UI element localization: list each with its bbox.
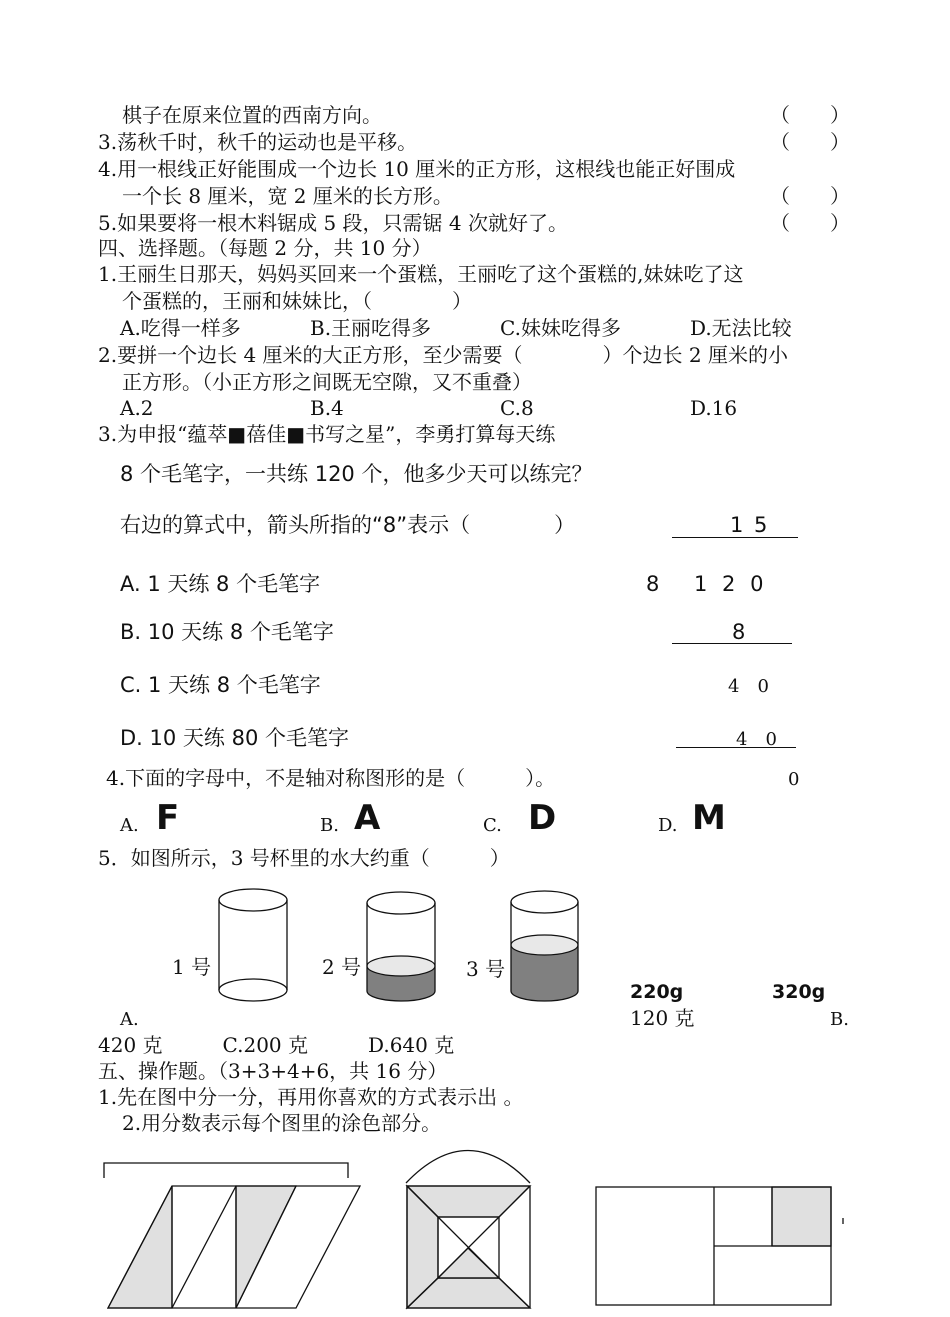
judge-q4-line1: 4.用一根线正好能围成一个边长 10 厘米的正方形，这根线也能正好围成 [98, 157, 736, 181]
answer-paren: （ ） [770, 184, 850, 208]
choice-q2-option-d: D.16 [690, 396, 738, 420]
answer-paren: （ ） [770, 130, 850, 154]
division-subtract-line [676, 747, 796, 748]
cup-3 [511, 891, 578, 1001]
letter-option-a-label: A. [120, 815, 139, 836]
choice-q2-option-c: C.8 [500, 396, 534, 420]
choice-q4: 4.下面的字母中，不是轴对称图形的是（ ）。 [106, 766, 556, 790]
q5-option-value: 120 克 [630, 1006, 695, 1030]
answer-paren: （ ） [770, 103, 850, 127]
choice-q3-option-a: A. 1 天练 8 个毛笔字 [120, 572, 321, 596]
nested-square-figure [406, 1151, 530, 1309]
letter-option-c-label: C. [483, 815, 502, 836]
letter-option-a: F [156, 798, 180, 838]
choice-q2-option-b: B.4 [310, 396, 344, 420]
judge-q5: 5.如果要将一根木料锯成 5 段，只需锯 4 次就好了。 [98, 211, 568, 235]
operate-q1: 1.先在图中分一分，再用你喜欢的方式表示出 。 [98, 1085, 524, 1109]
answer-paren: （ ） [770, 211, 850, 235]
choice-q1-option-c: C.妹妹吃得多 [500, 316, 621, 340]
letter-option-c: D [528, 798, 557, 838]
parallelogram-figure [104, 1163, 360, 1308]
letter-option-b: A [354, 798, 381, 838]
q5-option-a-label: A. [120, 1009, 139, 1030]
choice-q1-option-b: B.王丽吃得多 [310, 316, 432, 340]
choice-q3-option-b: B. 10 天练 8 个毛笔字 [120, 620, 334, 644]
choice-q3-line2: 8 个毛笔字，一共练 120 个，他多少天可以练完？ [120, 462, 593, 486]
division-subtract-line [672, 643, 792, 644]
choice-q3-line3: 右边的算式中，箭头所指的“8”表示（ ） [120, 513, 576, 537]
operate-q2: 2.用分数表示每个图里的涂色部分。 [122, 1111, 442, 1135]
choice-q2-line1: 2.要拼一个边长 4 厘米的大正方形，至少需要（ ）个边长 2 厘米的小 [98, 343, 788, 367]
choice-q5: 5．如图所示，3 号杯里的水大约重（ ） [98, 846, 510, 870]
division-divisor: 8 [646, 572, 660, 596]
q5-options-line2: 420 克 C.200 克 D.640 克 [98, 1033, 455, 1057]
division-quotient: 1 5 [730, 513, 770, 537]
division-bar [672, 537, 798, 538]
judge-q2-continuation: 棋子在原来位置的西南方向。 [122, 103, 382, 127]
division-step3: 4 0 [736, 729, 777, 750]
choice-q1-option-a: A.吃得一样多 [120, 316, 241, 340]
judge-q3: 3.荡秋千时，秋千的运动也是平移。 [98, 130, 418, 154]
choice-q3-line1: 3.为申报“蕴萃■蓓佳■书写之星”，李勇打算每天练 [98, 422, 556, 446]
choice-q1-line1: 1.王丽生日那天，妈妈买回来一个蛋糕，王丽吃了这个蛋糕的,妹妹吃了这 [98, 262, 744, 286]
choice-q1-line2: 个蛋糕的，王丽和妹妹比，（ ） [122, 289, 472, 313]
letter-option-d: M [692, 798, 726, 838]
cup-2-label: 2 号 [322, 955, 362, 979]
cup-1-label: 1 号 [172, 955, 212, 979]
choice-q2-line2: 正方形。（小正方形之间既无空隙，又不重叠） [122, 370, 532, 394]
division-step2: 4 0 [728, 676, 769, 697]
division-remainder: 0 [788, 769, 800, 790]
q5-option-b-label: B. [830, 1009, 849, 1030]
cup-2 [367, 892, 435, 1001]
division-dividend: 1 2 0 [694, 572, 768, 596]
division-step1: 8 [732, 620, 746, 644]
letter-option-b-label: B. [320, 815, 339, 836]
choice-q3-option-d: D. 10 天练 80 个毛笔字 [120, 726, 349, 750]
cup-1 [219, 889, 287, 1001]
weight-label-320: 320g [772, 981, 826, 1003]
section4-title: 四、选择题。（每题 2 分，共 10 分） [98, 236, 432, 260]
judge-q4-line2: 一个长 8 厘米，宽 2 厘米的长方形。 [122, 184, 453, 208]
weight-label-220: 220g [630, 981, 684, 1003]
choice-q2-option-a: A.2 [120, 396, 154, 420]
cup-3-label: 3 号 [466, 957, 506, 981]
rectangle-figure [596, 1187, 843, 1305]
section5-title: 五、操作题。（3+3+4+6，共 16 分） [98, 1059, 448, 1083]
choice-q1-option-d: D.无法比较 [690, 316, 792, 340]
letter-option-d-label: D. [658, 815, 678, 836]
choice-q3-option-c: C. 1 天练 8 个毛笔字 [120, 673, 321, 697]
